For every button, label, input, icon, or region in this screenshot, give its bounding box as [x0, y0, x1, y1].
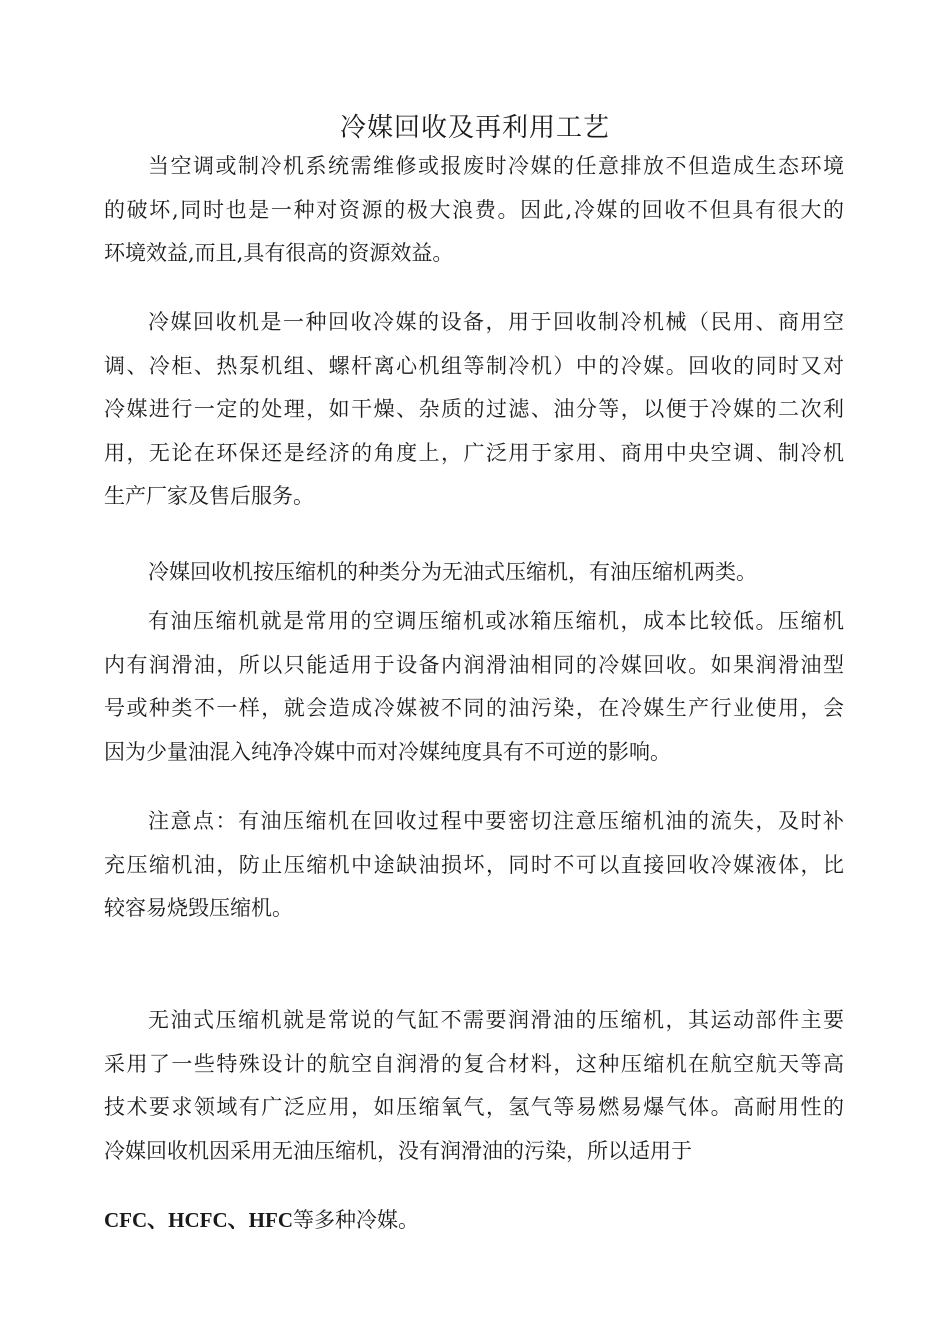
- paragraph-line: 因为少量油混入纯净冷媒中而对冷媒纯度具有不可逆的影响。: [104, 739, 671, 764]
- paragraph-line: 较容易烧毁压缩机。: [104, 896, 293, 920]
- paragraph-line: 有油压缩机就是常用的空调压缩机或冰箱压缩机，成本比较低。压缩机: [148, 609, 844, 633]
- paragraph-line: 内有润滑油，所以只能适用于设备内润滑油相同的冷媒回收。如果润滑油型: [104, 652, 844, 677]
- document-title: 冷媒回收及再利用工艺: [339, 113, 610, 143]
- paragraph-line: 当空调或制冷机系统需维修或报废时冷媒的任意排放不但造成生态环境: [148, 154, 844, 178]
- paragraph-line: 环境效益,而且,具有很高的资源效益。: [104, 241, 454, 265]
- paragraph-line: 调、冷柜、热泵机组、螺杆离心机组等制冷机）中的冷媒。回收的同时又对: [104, 353, 844, 378]
- refrigerant-types-suffix: 等多种冷媒。: [292, 1208, 419, 1232]
- paragraph-line: 注意点：有油压缩机在回收过程中要密切注意压缩机油的流失，及时补: [148, 809, 844, 833]
- paragraph-line: 冷媒回收机因采用无油压缩机，没有润滑油的污染，所以适用于: [104, 1138, 692, 1163]
- paragraph-line: 号或种类不一样，就会造成冷媒被不同的油污染，在冷媒生产行业使用，会: [104, 696, 844, 720]
- paragraph-line: 技术要求领域有广泛应用，如压缩氧气，氢气等易燃易爆气体。高耐用性的: [104, 1095, 844, 1119]
- paragraph-line: 的破坏,同时也是一种对资源的极大浪费。因此,冷媒的回收不但具有很大的: [104, 197, 844, 222]
- refrigerant-types: CFC、HCFC、HFC: [104, 1208, 293, 1232]
- paragraph-3: [104, 551, 844, 595]
- paragraph-6-tail: [104, 1199, 844, 1243]
- paragraph-line: [104, 1199, 844, 1243]
- paragraph-6: [104, 999, 844, 1173]
- paragraph-line: 用，无论在环保还是经济的角度上，广泛用于家用、商用中央空调、制冷机: [104, 440, 844, 465]
- paragraph-line: 无油式压缩机就是常说的气缸不需要润滑油的压缩机，其运动部件主要: [148, 1008, 844, 1032]
- paragraph-line: 冷媒回收机按压缩机的种类分为无油式压缩机，有油压缩机两类。: [148, 560, 757, 584]
- paragraph-line: 充压缩机油，防止压缩机中途缺油损坏，同时不可以直接回收冷媒液体，比: [104, 852, 844, 877]
- paragraph-1: [104, 145, 844, 276]
- paragraph-2: [104, 301, 844, 519]
- paragraph-4: [104, 600, 844, 774]
- paragraph-line: 采用了一些特殊设计的航空自润滑的复合材料，这种压缩机在航空航天等高: [104, 1051, 844, 1076]
- paragraph-5: [104, 800, 844, 931]
- paragraph-line: 冷媒回收机是一种回收冷媒的设备，用于回收制冷机械（民用、商用空: [148, 310, 844, 334]
- paragraph-line: 生产厂家及售后服务。: [104, 484, 314, 508]
- paragraph-line: 冷媒进行一定的处理，如干燥、杂质的过滤、油分等，以便于冷媒的二次利: [104, 397, 844, 421]
